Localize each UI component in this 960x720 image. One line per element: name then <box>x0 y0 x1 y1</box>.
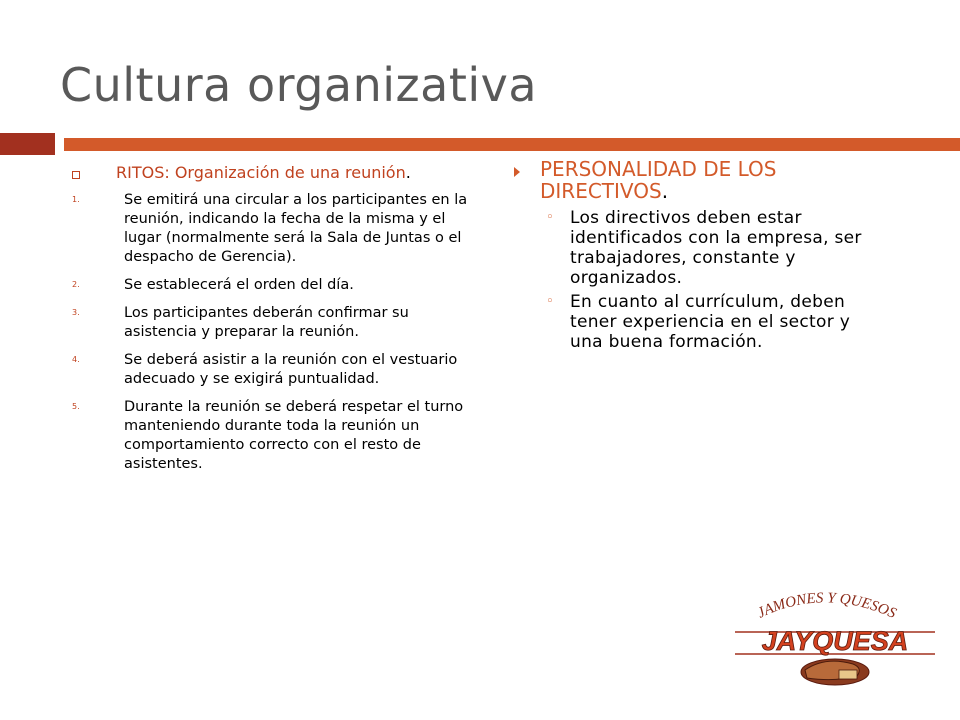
ritos-heading-period: . <box>405 163 411 182</box>
square-bullet-icon <box>72 171 80 179</box>
personalidad-heading-row <box>514 158 874 202</box>
step-number: 1. <box>72 195 80 204</box>
title-rule-left <box>0 133 55 155</box>
ring-bullet-icon: ◦ <box>546 294 554 309</box>
list-item <box>72 304 482 342</box>
sub-item-text: En cuanto al currículum, deben tener experiencia en el sector y una buena formación. <box>570 292 851 352</box>
step-text: Se emitirá una circular a los participantes en la reunión, indicando la fecha de la misma y el lugar (normalmente será la Sala de Juntas o el despacho de Gerencia). <box>124 192 468 265</box>
ritos-steps-list <box>72 191 482 474</box>
step-number: 3. <box>72 308 80 317</box>
list-item <box>72 398 482 474</box>
personalidad-heading-text: PERSONALIDAD DE LOS DIRECTIVOS <box>540 157 777 203</box>
ring-bullet-icon: ◦ <box>546 210 554 225</box>
left-column <box>72 163 482 483</box>
step-text: Durante la reunión se deberá respetar el turno manteniendo durante toda la reunión un comportamiento correcto con el resto de asistentes. <box>124 399 464 472</box>
right-column <box>514 158 874 356</box>
step-text: Los participantes deberán confirmar su asistencia y preparar la reunión. <box>124 305 409 340</box>
step-number: 5. <box>72 402 80 411</box>
list-item <box>72 276 482 295</box>
list-item <box>546 208 874 288</box>
personalidad-list <box>546 208 874 352</box>
title-rule-right <box>64 138 960 151</box>
logo-brand-text: JAYQUESA <box>761 626 909 656</box>
sub-item-text: Los directivos deben estar identificados con la empresa, ser trabajadores, constante y organizados. <box>570 208 862 288</box>
slide-title: Cultura organizativa <box>60 58 538 112</box>
triangle-bullet-icon <box>514 167 520 177</box>
personalidad-heading-period: . <box>661 179 669 203</box>
step-text: Se establecerá el orden del día. <box>124 277 354 293</box>
list-item <box>72 351 482 389</box>
list-item <box>546 292 874 352</box>
list-item <box>72 191 482 267</box>
jayquesa-logo-graphic <box>735 590 935 690</box>
ritos-heading-row <box>72 163 482 183</box>
jayquesa-logo <box>735 590 935 690</box>
logo-top-text: JAMONES Y QUESOS <box>755 590 899 622</box>
step-number: 4. <box>72 355 80 364</box>
step-text: Se deberá asistir a la reunión con el vestuario adecuado y se exigirá puntualidad. <box>124 352 458 387</box>
personalidad-heading <box>540 158 874 202</box>
ritos-heading <box>116 163 411 183</box>
ritos-heading-text: RITOS: Organización de una reunión <box>116 163 406 182</box>
step-number: 2. <box>72 280 80 289</box>
